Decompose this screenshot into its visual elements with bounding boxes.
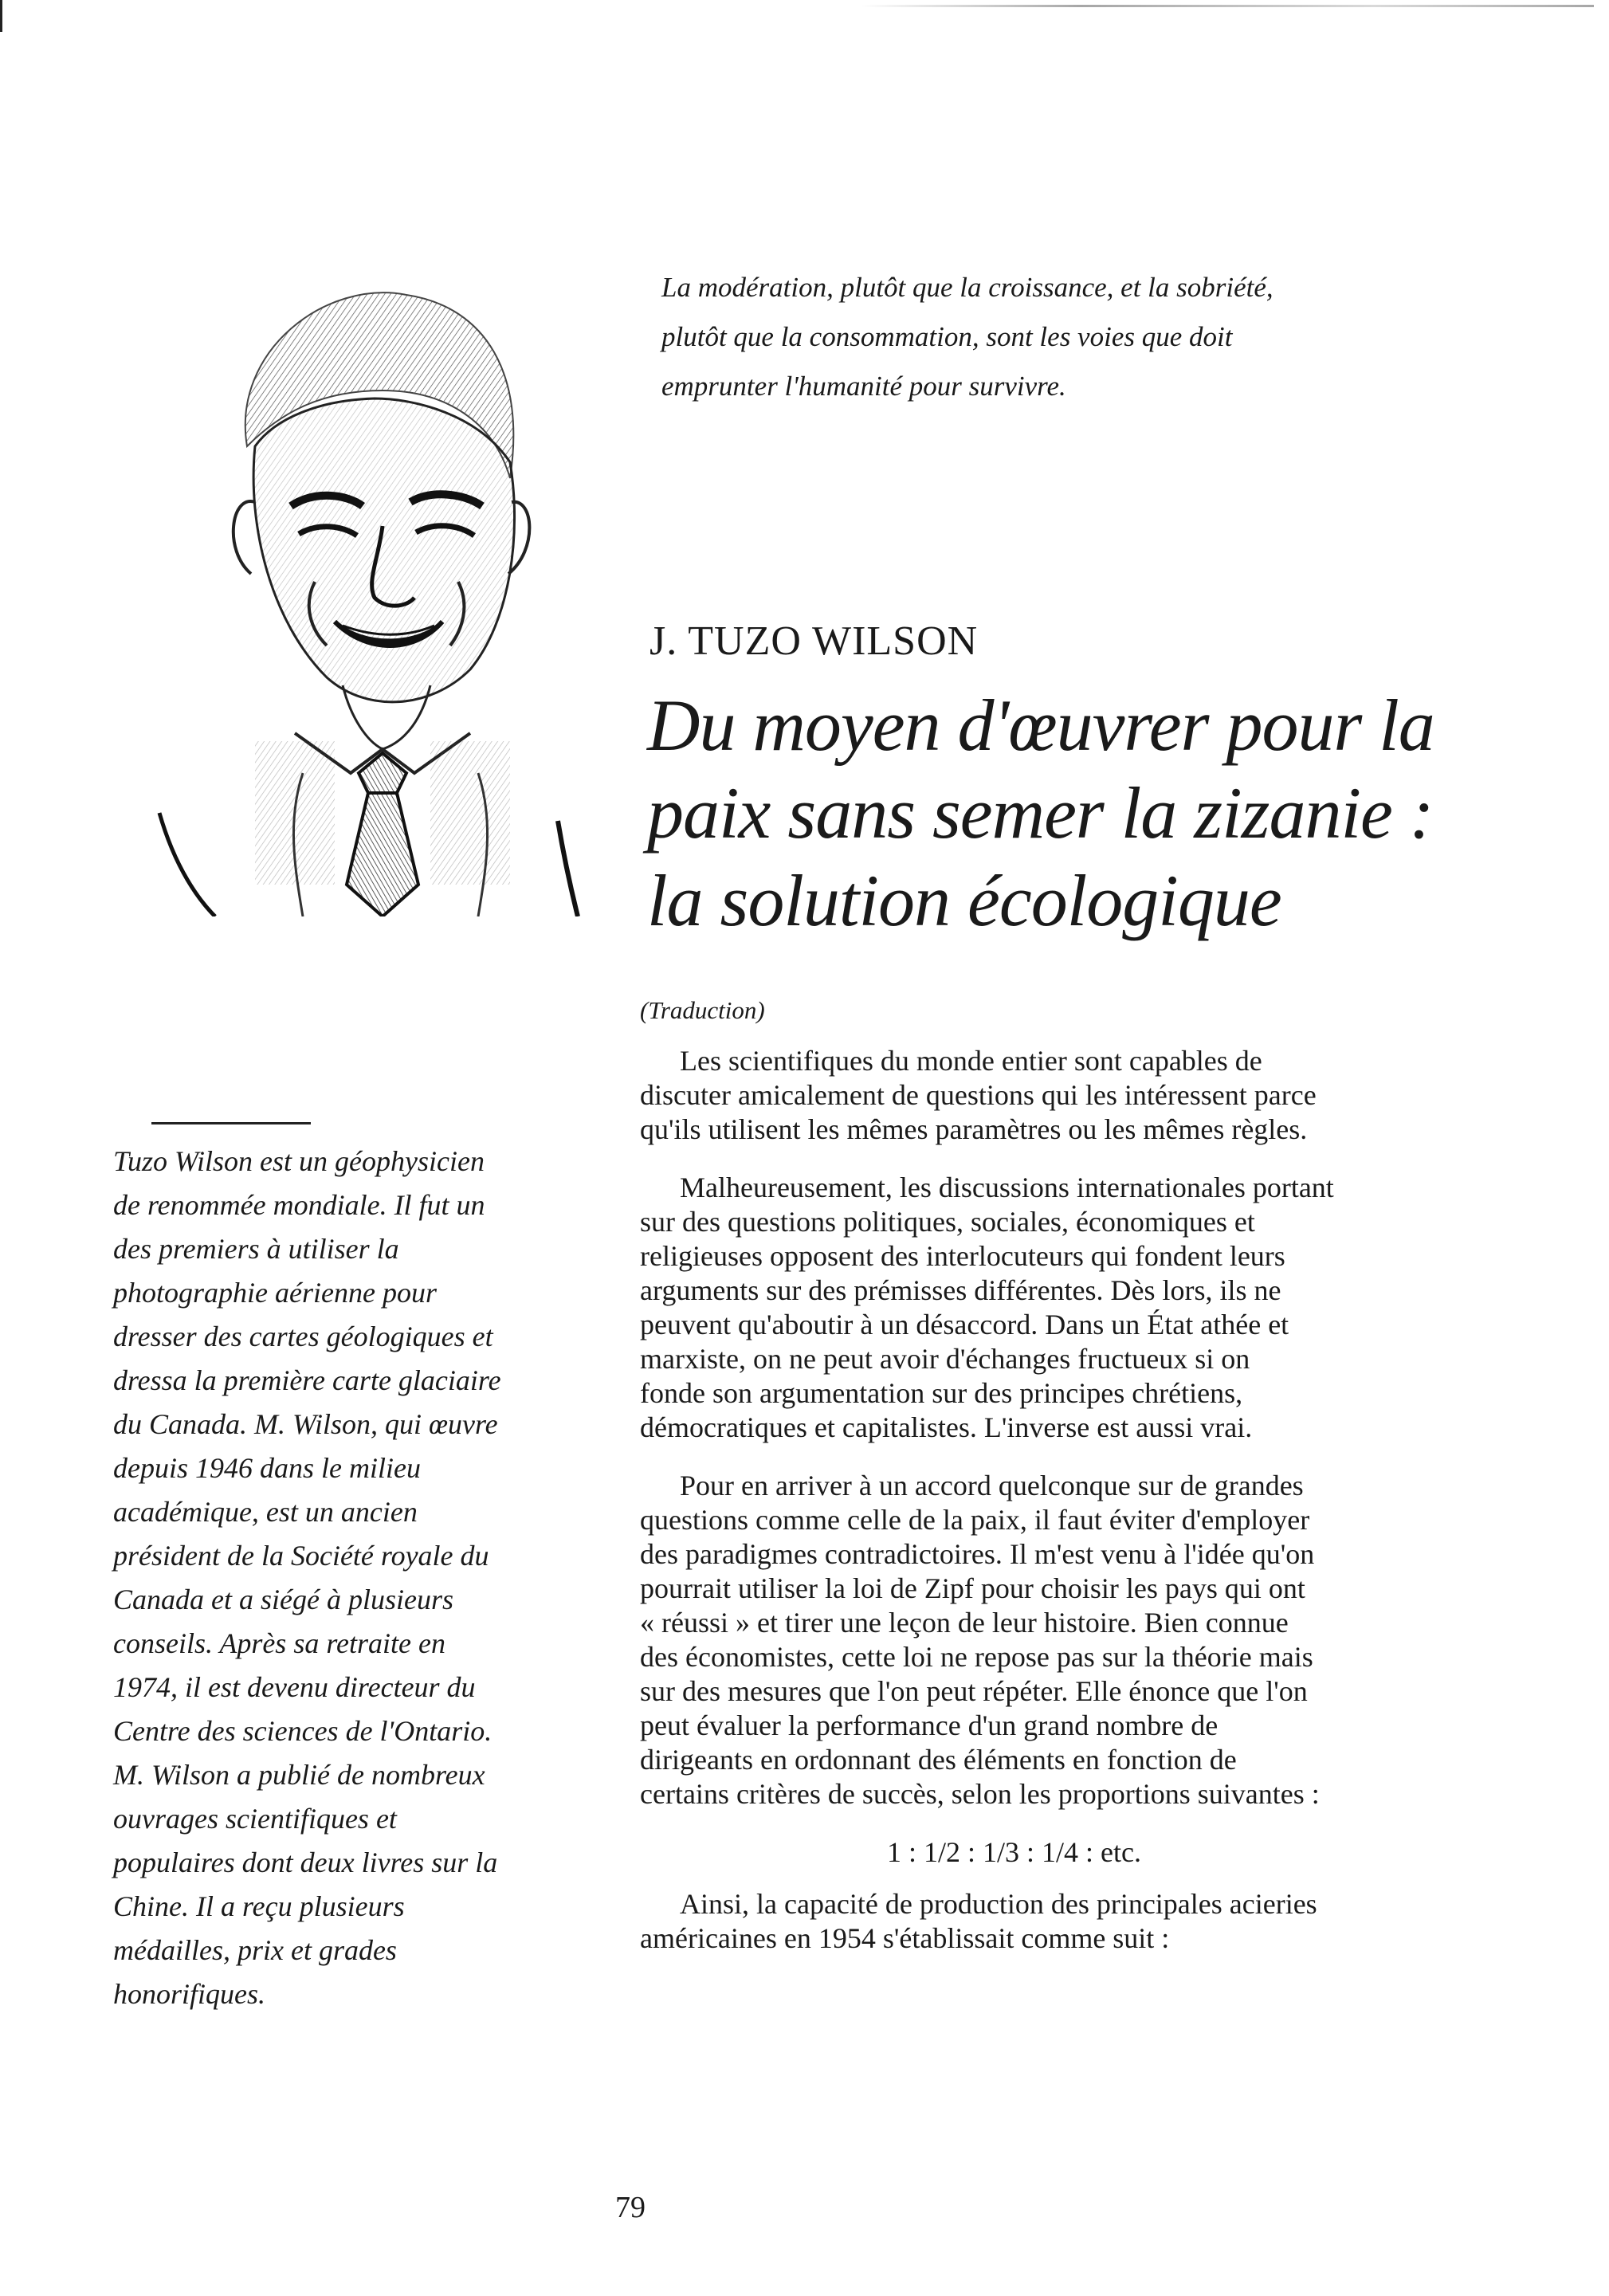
body-line: peuvent qu'aboutir à un désaccord. Dans un État athée et	[640, 1309, 1289, 1340]
epigraph-quote	[661, 263, 1379, 411]
body-line: arguments sur des prémisses différentes. Dès lors, ils ne	[640, 1274, 1281, 1306]
zipf-formula: 1 : 1/2 : 1/3 : 1/4 : etc.	[887, 1836, 1141, 1868]
body-line: des économistes, cette loi ne repose pas sur la théorie mais	[640, 1641, 1313, 1673]
body-line: sur des mesures que l'on peut répéter. Elle énonce que l'on	[640, 1675, 1308, 1707]
bio-line: depuis 1946 dans le milieu	[113, 1452, 421, 1484]
bio-line: Canada et a siégé à plusieurs	[113, 1584, 453, 1615]
epigraph-line: plutôt que la consommation, sont les voies que doit	[661, 321, 1233, 352]
article-body	[640, 1044, 1453, 1980]
paragraph-2	[640, 1171, 1453, 1445]
bio-line: honorifiques.	[113, 1978, 266, 2010]
body-line: Malheureusement, les discussions internationales portant	[680, 1172, 1334, 1203]
body-line: peut évaluer la performance d'un grand nombre de	[640, 1709, 1219, 1741]
bio-line: de renommée mondiale. Il fut un	[113, 1189, 485, 1221]
body-line: Pour en arriver à un accord quelconque sur de grandes	[680, 1470, 1304, 1501]
bio-line: dresser des cartes géologiques et	[113, 1321, 493, 1352]
paragraph-3	[640, 1469, 1453, 1811]
paragraph-1	[640, 1044, 1453, 1147]
body-line: certains critères de succès, selon les proportions suivantes :	[640, 1778, 1320, 1810]
body-line: démocratiques et capitalistes. L'inverse est aussi vrai.	[640, 1411, 1253, 1443]
translation-note: (Traduction)	[640, 996, 765, 1024]
body-line: discuter amicalement de questions qui les intéressent parce	[640, 1079, 1317, 1111]
bio-line: médailles, prix et grades	[113, 1934, 397, 1966]
bio-line: président de la Société royale du	[113, 1540, 489, 1572]
bio-line: dressa la première carte glaciaire	[113, 1364, 501, 1396]
scan-edge-mark	[0, 0, 2, 32]
bio-line: Chine. Il a reçu plusieurs	[113, 1890, 405, 1922]
article-title	[647, 681, 1564, 944]
body-line: Ainsi, la capacité de production des principales acieries	[680, 1888, 1317, 1920]
bio-line: des premiers à utiliser la	[113, 1233, 399, 1265]
body-line: des paradigmes contradictoires. Il m'est venu à l'idée qu'on	[640, 1538, 1315, 1570]
author-bio	[113, 1140, 559, 2016]
bio-line: M. Wilson a publié de nombreux	[113, 1759, 485, 1791]
bio-line: conseils. Après sa retraite en	[113, 1627, 445, 1659]
title-line: la solution écologique	[647, 860, 1281, 941]
body-line: marxiste, on ne peut avoir d'échanges fructueux si on	[640, 1343, 1250, 1375]
bio-line: du Canada. M. Wilson, qui œuvre	[113, 1408, 498, 1440]
paragraph-4	[640, 1887, 1453, 1956]
bio-divider	[151, 1122, 311, 1124]
epigraph-line: La modération, plutôt que la croissance, et la sobriété,	[661, 272, 1273, 303]
bio-line: photographie aérienne pour	[113, 1277, 437, 1309]
title-line: paix sans semer la zizanie :	[647, 772, 1434, 854]
epigraph-line: emprunter l'humanité pour survivre.	[661, 371, 1066, 402]
body-line: Les scientifiques du monde entier sont capables de	[680, 1045, 1262, 1077]
body-line: « réussi » et tirer une leçon de leur histoire. Bien connue	[640, 1607, 1289, 1639]
title-line: Du moyen d'œuvrer pour la	[647, 685, 1434, 766]
bio-line: Centre des sciences de l'Ontario.	[113, 1715, 493, 1747]
bio-line: Tuzo Wilson est un géophysicien	[113, 1145, 485, 1177]
body-line: questions comme celle de la paix, il faut éviter d'employer	[640, 1504, 1310, 1536]
bio-line: ouvrages scientifiques et	[113, 1803, 397, 1835]
body-line: dirigeants en ordonnant des éléments en fonction de	[640, 1744, 1237, 1776]
bio-line: populaires dont deux livres sur la	[113, 1847, 498, 1878]
body-line: sur des questions politiques, sociales, économiques et	[640, 1206, 1255, 1238]
bio-line: 1974, il est devenu directeur du	[113, 1671, 476, 1703]
author-name: J. TUZO WILSON	[649, 618, 979, 664]
scan-artifact-line	[861, 5, 1594, 7]
author-portrait	[143, 263, 590, 916]
body-line: américaines en 1954 s'établissait comme suit :	[640, 1922, 1170, 1954]
body-line: qu'ils utilisent les mêmes paramètres ou les mêmes règles.	[640, 1113, 1308, 1145]
body-line: religieuses opposent des interlocuteurs qui fondent leurs	[640, 1240, 1285, 1272]
page-number: 79	[615, 2191, 646, 2224]
bio-line: académique, est un ancien	[113, 1496, 418, 1528]
body-line: fonde son argumentation sur des principes chrétiens,	[640, 1377, 1243, 1409]
body-line: pourrait utiliser la loi de Zipf pour choisir les pays qui ont	[640, 1572, 1305, 1604]
